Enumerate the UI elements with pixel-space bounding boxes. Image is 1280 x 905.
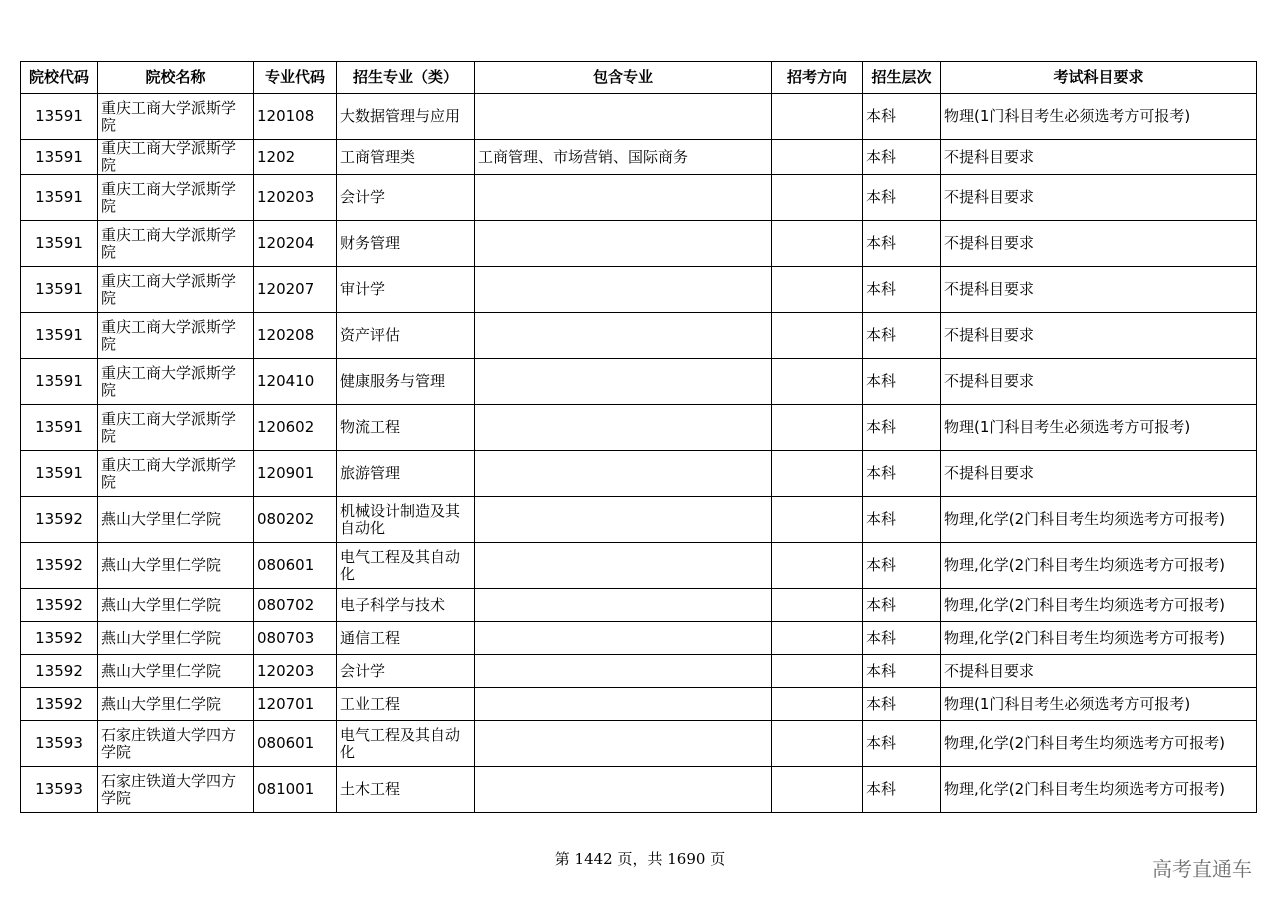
cell-direction (772, 94, 863, 140)
cell-level: 本科 (863, 589, 941, 622)
cell-includes (475, 267, 772, 313)
brand-watermark: 高考直通车 (1152, 857, 1252, 881)
cell-level: 本科 (863, 688, 941, 721)
cell-school-code: 13591 (21, 359, 98, 405)
cell-includes (475, 405, 772, 451)
admissions-table (20, 61, 1257, 813)
cell-requirement: 物理,化学(2门科目考生均须选考方可报考) (941, 497, 1257, 543)
cell-requirement: 物理,化学(2门科目考生均须选考方可报考) (941, 721, 1257, 767)
cell-level: 本科 (863, 721, 941, 767)
table-row (21, 221, 1257, 267)
cell-level: 本科 (863, 405, 941, 451)
cell-requirement: 不提科目要求 (941, 140, 1257, 175)
cell-major-code: 080601 (254, 543, 337, 589)
cell-includes (475, 721, 772, 767)
cell-includes (475, 359, 772, 405)
cell-direction (772, 767, 863, 813)
cell-major: 旅游管理 (337, 451, 475, 497)
cell-school-code: 13592 (21, 543, 98, 589)
cell-includes (475, 94, 772, 140)
cell-level: 本科 (863, 221, 941, 267)
header-level: 招生层次 (863, 62, 941, 94)
cell-school-name: 重庆工商大学派斯学院 (98, 313, 254, 359)
header-requirement: 考试科目要求 (941, 62, 1257, 94)
cell-school-name: 燕山大学里仁学院 (98, 688, 254, 721)
cell-major-code: 080202 (254, 497, 337, 543)
cell-requirement: 物理(1门科目考生必须选考方可报考) (941, 688, 1257, 721)
cell-major-code: 120207 (254, 267, 337, 313)
table-row (21, 175, 1257, 221)
cell-direction (772, 589, 863, 622)
cell-major: 大数据管理与应用 (337, 94, 475, 140)
header-major: 招生专业（类） (337, 62, 475, 94)
cell-school-code: 13592 (21, 622, 98, 655)
header-school-name: 院校名称 (98, 62, 254, 94)
cell-direction (772, 451, 863, 497)
cell-major: 财务管理 (337, 221, 475, 267)
cell-direction (772, 721, 863, 767)
cell-level: 本科 (863, 767, 941, 813)
cell-direction (772, 405, 863, 451)
cell-major: 工商管理类 (337, 140, 475, 175)
cell-level: 本科 (863, 655, 941, 688)
cell-requirement: 不提科目要求 (941, 451, 1257, 497)
table-row (21, 140, 1257, 175)
cell-major: 电气工程及其自动化 (337, 721, 475, 767)
cell-requirement: 物理(1门科目考生必须选考方可报考) (941, 405, 1257, 451)
cell-major: 机械设计制造及其自动化 (337, 497, 475, 543)
cell-school-name: 燕山大学里仁学院 (98, 655, 254, 688)
table-row (21, 497, 1257, 543)
cell-major: 电气工程及其自动化 (337, 543, 475, 589)
cell-requirement: 物理(1门科目考生必须选考方可报考) (941, 94, 1257, 140)
cell-school-code: 13591 (21, 94, 98, 140)
cell-major-code: 080703 (254, 622, 337, 655)
cell-direction (772, 497, 863, 543)
cell-requirement: 物理,化学(2门科目考生均须选考方可报考) (941, 767, 1257, 813)
cell-direction (772, 359, 863, 405)
cell-school-code: 13593 (21, 767, 98, 813)
cell-major-code: 120901 (254, 451, 337, 497)
header-direction: 招考方向 (772, 62, 863, 94)
cell-school-name: 燕山大学里仁学院 (98, 543, 254, 589)
cell-direction (772, 221, 863, 267)
cell-major: 资产评估 (337, 313, 475, 359)
cell-direction (772, 543, 863, 589)
cell-major-code: 120208 (254, 313, 337, 359)
table-row (21, 313, 1257, 359)
cell-level: 本科 (863, 140, 941, 175)
cell-school-name: 重庆工商大学派斯学院 (98, 405, 254, 451)
cell-major-code: 120203 (254, 175, 337, 221)
cell-requirement: 不提科目要求 (941, 359, 1257, 405)
cell-school-code: 13592 (21, 688, 98, 721)
cell-direction (772, 175, 863, 221)
cell-school-code: 13591 (21, 140, 98, 175)
cell-includes (475, 221, 772, 267)
table-row (21, 767, 1257, 813)
header-includes: 包含专业 (475, 62, 772, 94)
cell-requirement: 物理,化学(2门科目考生均须选考方可报考) (941, 589, 1257, 622)
table-row (21, 94, 1257, 140)
cell-includes (475, 543, 772, 589)
cell-school-code: 13591 (21, 405, 98, 451)
cell-school-code: 13592 (21, 497, 98, 543)
table-row (21, 405, 1257, 451)
cell-level: 本科 (863, 313, 941, 359)
cell-includes (475, 589, 772, 622)
table-row (21, 359, 1257, 405)
cell-level: 本科 (863, 94, 941, 140)
cell-includes (475, 451, 772, 497)
cell-level: 本科 (863, 267, 941, 313)
cell-major-code: 120701 (254, 688, 337, 721)
cell-direction (772, 622, 863, 655)
cell-school-name: 重庆工商大学派斯学院 (98, 221, 254, 267)
cell-includes (475, 622, 772, 655)
cell-school-code: 13592 (21, 589, 98, 622)
cell-major-code: 120204 (254, 221, 337, 267)
cell-requirement: 不提科目要求 (941, 267, 1257, 313)
cell-requirement: 物理,化学(2门科目考生均须选考方可报考) (941, 622, 1257, 655)
cell-requirement: 不提科目要求 (941, 655, 1257, 688)
cell-major-code: 081001 (254, 767, 337, 813)
header-row (21, 62, 1257, 94)
table-row (21, 655, 1257, 688)
cell-school-code: 13593 (21, 721, 98, 767)
cell-level: 本科 (863, 451, 941, 497)
cell-major: 审计学 (337, 267, 475, 313)
cell-direction (772, 140, 863, 175)
table-row (21, 622, 1257, 655)
cell-includes (475, 497, 772, 543)
table-row (21, 589, 1257, 622)
cell-school-name: 石家庄铁道大学四方学院 (98, 767, 254, 813)
cell-requirement: 物理,化学(2门科目考生均须选考方可报考) (941, 543, 1257, 589)
cell-major: 电子科学与技术 (337, 589, 475, 622)
cell-school-name: 重庆工商大学派斯学院 (98, 267, 254, 313)
cell-school-code: 13591 (21, 267, 98, 313)
cell-direction (772, 313, 863, 359)
table-row (21, 721, 1257, 767)
table-row (21, 688, 1257, 721)
cell-major-code: 120203 (254, 655, 337, 688)
cell-school-code: 13591 (21, 221, 98, 267)
cell-school-name: 重庆工商大学派斯学院 (98, 359, 254, 405)
cell-level: 本科 (863, 175, 941, 221)
cell-direction (772, 688, 863, 721)
cell-requirement: 不提科目要求 (941, 175, 1257, 221)
cell-school-code: 13591 (21, 451, 98, 497)
page-number: 第 1442 页，共 1690 页 (554, 850, 726, 868)
cell-major-code: 080702 (254, 589, 337, 622)
cell-level: 本科 (863, 622, 941, 655)
cell-includes (475, 767, 772, 813)
cell-major-code: 1202 (254, 140, 337, 175)
cell-major: 会计学 (337, 655, 475, 688)
cell-direction (772, 655, 863, 688)
table-row (21, 267, 1257, 313)
table-row (21, 451, 1257, 497)
cell-includes (475, 175, 772, 221)
cell-includes (475, 688, 772, 721)
cell-school-code: 13591 (21, 313, 98, 359)
cell-level: 本科 (863, 359, 941, 405)
cell-major: 健康服务与管理 (337, 359, 475, 405)
cell-school-name: 燕山大学里仁学院 (98, 497, 254, 543)
cell-level: 本科 (863, 543, 941, 589)
cell-school-name: 重庆工商大学派斯学院 (98, 140, 254, 175)
table-row (21, 543, 1257, 589)
cell-major: 土木工程 (337, 767, 475, 813)
header-school-code: 院校代码 (21, 62, 98, 94)
cell-direction (772, 267, 863, 313)
cell-school-code: 13591 (21, 175, 98, 221)
cell-major-code: 080601 (254, 721, 337, 767)
cell-school-name: 燕山大学里仁学院 (98, 622, 254, 655)
cell-major-code: 120410 (254, 359, 337, 405)
header-major-code: 专业代码 (254, 62, 337, 94)
cell-major: 工业工程 (337, 688, 475, 721)
cell-includes (475, 313, 772, 359)
cell-school-code: 13592 (21, 655, 98, 688)
cell-school-name: 重庆工商大学派斯学院 (98, 94, 254, 140)
cell-level: 本科 (863, 497, 941, 543)
cell-major-code: 120602 (254, 405, 337, 451)
cell-school-name: 重庆工商大学派斯学院 (98, 175, 254, 221)
cell-school-name: 燕山大学里仁学院 (98, 589, 254, 622)
cell-includes: 工商管理、市场营销、国际商务 (475, 140, 772, 175)
cell-requirement: 不提科目要求 (941, 221, 1257, 267)
cell-major-code: 120108 (254, 94, 337, 140)
cell-major: 通信工程 (337, 622, 475, 655)
cell-requirement: 不提科目要求 (941, 313, 1257, 359)
cell-includes (475, 655, 772, 688)
cell-school-name: 石家庄铁道大学四方学院 (98, 721, 254, 767)
cell-major: 物流工程 (337, 405, 475, 451)
cell-school-name: 重庆工商大学派斯学院 (98, 451, 254, 497)
cell-major: 会计学 (337, 175, 475, 221)
